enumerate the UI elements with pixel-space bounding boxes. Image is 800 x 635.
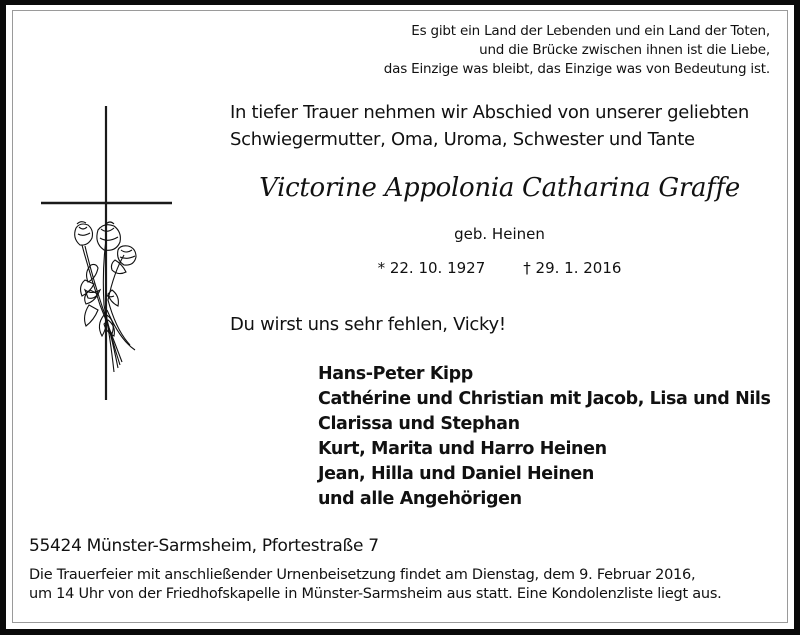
mourners-list <box>318 362 771 512</box>
life-dates <box>229 258 770 278</box>
cross-icon <box>30 100 190 410</box>
mourner-line: Jean, Hilla und Daniel Heinen <box>318 464 594 484</box>
service-info <box>29 566 722 604</box>
intro-line: Schwiegermutter, Oma, Uroma, Schwester und Tante <box>230 129 695 150</box>
mourner-line: Clarissa und Stephan <box>318 414 520 434</box>
intro-text <box>230 99 749 153</box>
address: 55424 Münster-Sarmsheim, Pfortestraße 7 <box>29 536 379 556</box>
birth-date: * 22. 10. 1927 <box>377 259 486 277</box>
poem-line: Es gibt ein Land der Lebenden und ein Land der Toten, <box>411 23 770 39</box>
service-line: um 14 Uhr von der Friedhofskapelle in Münster-Sarmsheim aus statt. Eine Kondolenzliste liegt aus. <box>29 586 722 602</box>
mourner-line: Kurt, Marita und Harro Heinen <box>318 439 607 459</box>
intro-line: In tiefer Trauer nehmen wir Abschied von unserer geliebten <box>230 102 750 123</box>
mourner-line: Hans-Peter Kipp <box>318 364 473 384</box>
service-line: Die Trauerfeier mit anschließender Urnenbeisetzung findet am Dienstag, dem 9. Februar 2016, <box>29 567 696 583</box>
death-date: † 29. 1. 2016 <box>523 259 622 277</box>
poem-line: das Einzige was bleibt, das Einzige was von Bedeutung ist. <box>383 61 770 77</box>
birth-name: geb. Heinen <box>454 225 545 243</box>
poem <box>384 22 770 79</box>
poem-line: und die Brücke zwischen ihnen ist die Liebe, <box>479 42 770 58</box>
cross-with-roses-icon <box>30 100 190 410</box>
farewell-text: Du wirst uns sehr fehlen, Vicky! <box>230 314 506 335</box>
mourner-line: und alle Angehörigen <box>318 489 522 509</box>
mourner-line: Cathérine und Christian mit Jacob, Lisa und Nils <box>318 389 771 409</box>
deceased-name: Victorine Appolonia Catharina Graffe <box>259 173 740 203</box>
